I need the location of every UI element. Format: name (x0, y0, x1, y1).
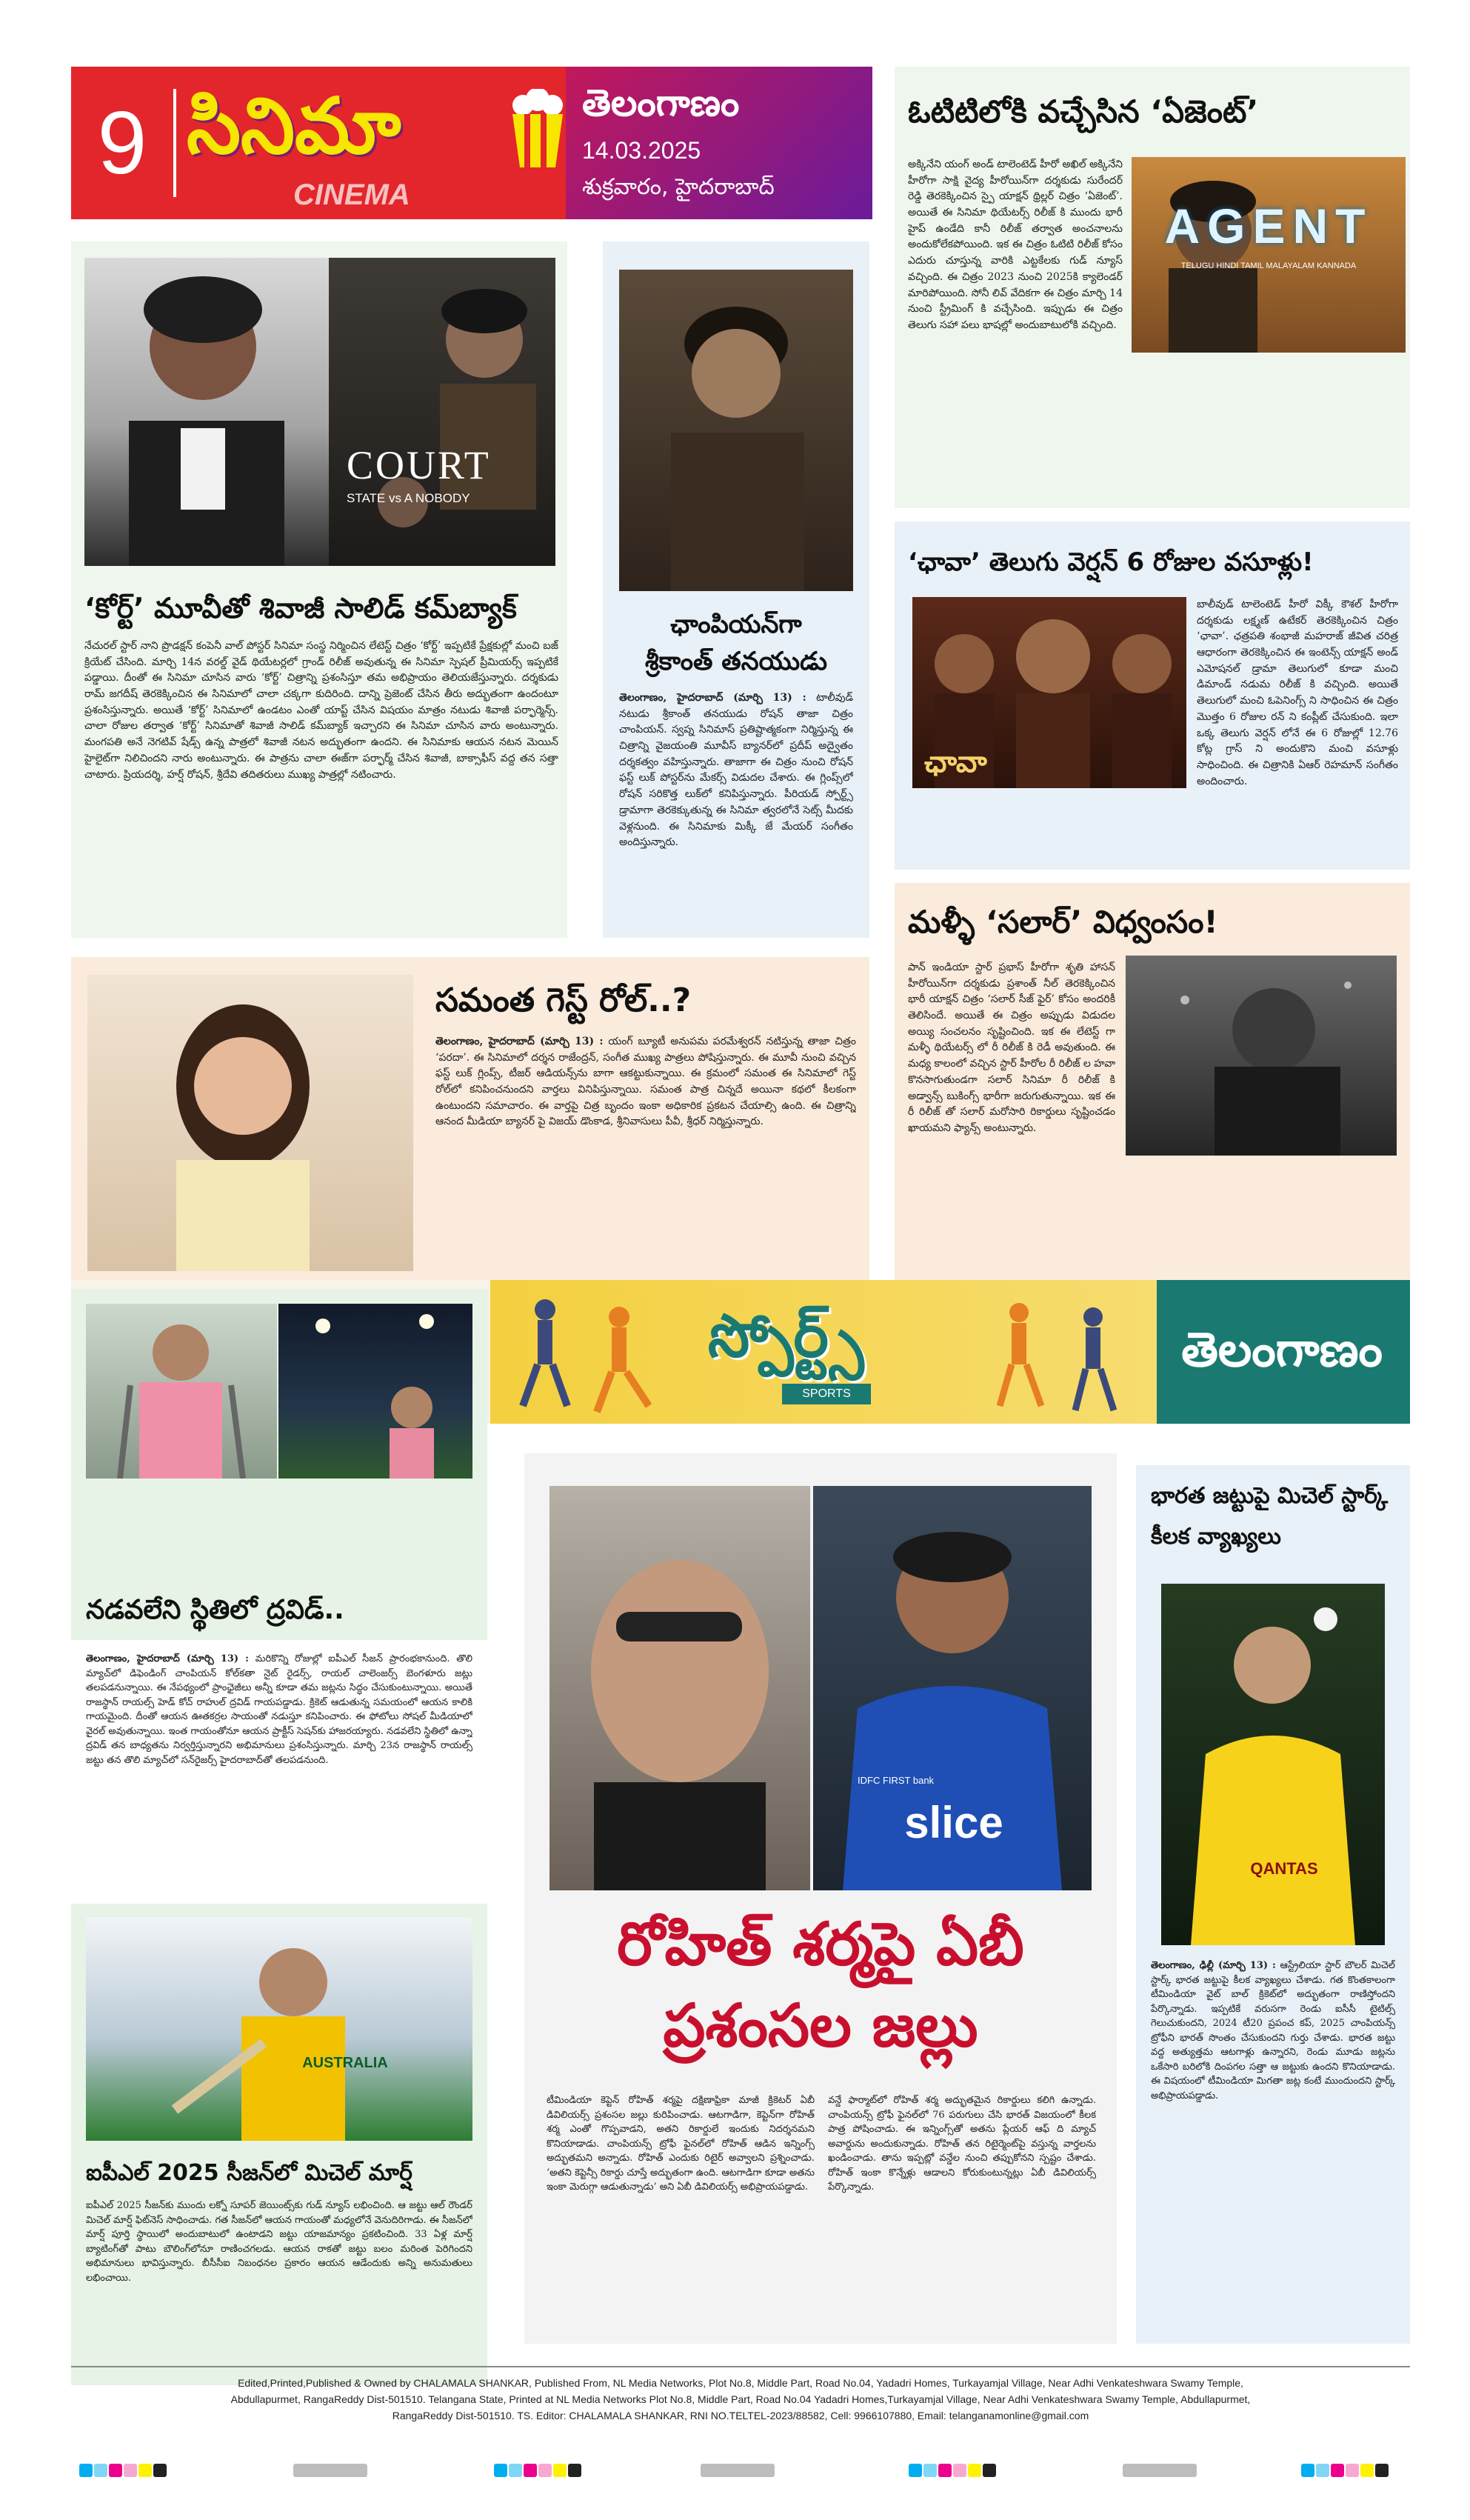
champion-story (603, 241, 869, 938)
agent-poster-title: AGENT (1164, 199, 1373, 253)
samantha-body-wrap (435, 1034, 856, 1279)
salaar-body: పాన్ ఇండియా స్టార్ ప్రభాస్ హీరోగా శృతి హాసన్ హీరోయిన్‌గా దర్శకుడు ప్రశాంత్ నీల్ తెరకెక్కించిన భారీ యాక్షన్ చిత్రం ‘సలార్ సీజ్ ఫైర్’ కోసం అందరికీ తెలిసిందే. అయితే ఈ చిత్రం అప్పుడు విడుదల అయ్యి సంచలనం సృష్టించింది. ఇక ఈ లేటెస్ట్ గా మళ్ళీ థియేటర్స్ లో రీ రిలీజ్ కి రెడీ అవుతుంది. ఈ మధ్య కాలంలో వచ్చిన స్టార్ హీరోల రీ రిలీజ్ ల హవా కొనసాగుతుండగా సలార్ సినిమా రీ రిలీజ్ కి అడ్వాన్స్ బుకింగ్స్ భారీగా జరుగుతున్నాయి. ఇక ఈ రీ రిలీజ్ తో సలార్ మరోసారి రికార్డులు సృష్టించడం ఖాయమని ఫ్యాన్స్ అంటున్నారు. (908, 961, 1115, 1134)
agent-poster-languages: TELUGU HINDI TAMIL MALAYALAM KANNADA (1180, 261, 1357, 270)
popcorn-icon (508, 89, 567, 170)
dravid-body-wrap (86, 1652, 472, 1896)
agent-headline: ఓటిటిలోకి వచ్చేసిన ‘ఏజెంట్’ (908, 93, 1259, 130)
marsh-body: ఐపీఎల్ 2025 సీజన్‌కు ముందు లక్నో సూపర్ జెయింట్స్‌కు గుడ్ న్యూస్ లభించింది. ఆ జట్టు ఆల్ రౌండర్ మిచెల్ మార్ష్ ఫిట్‌నెస్ సాధించాడు. గత సీజన్‌లో ఆయన గాయంతో మధ్యలోనే వెనుదిరిగాడు. ఈ సీజన్‌లో మార్ష్ పూర్తి స్థాయిలో అందుబాటులో ఉంటాడని జట్టు యాజమాన్యం ప్రకటించింది. 33 ఏళ్ల మార్ష్ బ్యాటింగ్‌తో పాటు బౌలింగ్‌లోనూ రాణించగలడు. ఆయన రాకతో జట్టు బలం మరింత పెరిగిందని అభిమానులు భావిస్తున్నారు. బీసీసీఐ నిబంధనల ప్రకారం ఆయన ఆడేందుకు అన్ని అనుమతులు లభించాయి. (86, 2200, 472, 2284)
rohit-headline-line2: ప్రశంసల జల్లు (663, 1991, 978, 2060)
champion-dateline: తెలంగాణం, హైదరాబాద్ (మార్చి 13) : (619, 692, 806, 704)
footer-imprint-line3: RangaReddy Dist-501510. TS. Editor: CHALAMALA SHANKAR, RNI NO.TELTEL-2023/88582, Cell: 9966107880, Email: telanganamonline@gmail.com (392, 2410, 1089, 2421)
registration-grey-2 (701, 2464, 775, 2477)
rohit-headline-line1: రోహిత్ శర్మపై ఏబీ (617, 1910, 1024, 1979)
salaar-story (895, 883, 1410, 1290)
marsh-photo (86, 1917, 472, 2141)
court-poster (329, 258, 555, 566)
dravid-dateline: తెలంగాణం, హైదరాబాద్ (మార్చి 13) : (86, 1653, 249, 1664)
registration-block-1 (78, 2464, 182, 2477)
starc-body: ఆస్ట్రేలియా స్టార్ బౌలర్ మిచెల్ స్టార్క్ భారత జట్టుపై కీలక వ్యాఖ్యలు చేశాడు. గత కొంతకాలంగా టీమిండియా వైట్ బాల్ క్రికెట్‌లో అద్భుతంగా రాణిస్తోందని పేర్కొన్నాడు. ఇప్పటికే వరుసగా రెండు ఐసీసీ టైటిల్స్ గెలుచుకుందని, 2024 టీ20 ప్రపంచ కప్, 2025 చాంపియన్స్ ట్రోఫీని భారత్ సొంతం చేసుకుందని గుర్తు చేశాడు. భారత జట్టు వద్ద అత్యుత్తమ ఆటగాళ్లు ఉన్నారని, రెండు మూడు జట్లను ఒకేసారి బరిలోకి దింపగల సత్తా ఆ జట్టుకు ఉందని కొనియాడాడు. ఈ విషయంలో టీమిండియా మిగతా జట్ల కంటే ముందుందని స్టార్క్ అభిప్రాయపడ్డాడు. (1151, 1960, 1395, 2101)
starc-jersey-text: QANTAS (1250, 1859, 1318, 1878)
court-poster-title: COURT (347, 443, 491, 487)
sports-players-icon (975, 1295, 1137, 1413)
court-headline: ‘కోర్ట్’ మూవీతో శివాజీ సాలిడ్ కమ్‌బ్యాక్ (84, 592, 517, 624)
champion-headline-line1: ఛాంపియన్‌గా (670, 610, 802, 639)
footer-imprint (71, 2375, 1410, 2434)
chhaava-body: బాలీవుడ్ టాలెంటెడ్ హీరో విక్కీ కౌశల్ హీరోగా దర్శకుడు లక్ష్మణ్ ఉటేకర్ తెరకెక్కించిన చిత్రం ‘ఛావా’. ఛత్రపతి శంభాజీ మహరాజ్ జీవిత చరిత్ర ఆధారంగా తెరకెక్కించిన ఈ ఇంటెన్స్ యాక్షన్ అండ్ ఎమోషనల్ డ్రామా తెలుగులో కూడా మంచి డిమాండ్ నడుమ రిలీజ్ కి వచ్చింది. అయితే తెలుగులో మంచి ఓపెనింగ్స్ ని సాధించిన ఈ చిత్రం మొత్తం 6 రోజుల రన్ ని కంప్లీట్ చేసుకుంది. ఇలా ఒక్క తెలుగు వెర్షన్ లోనే ఈ 6 రోజుల్లో 12.76 కోట్ల గ్రాస్ ని అందుకొని మంచి వసూళ్లు సాధించింది. ఈ చిత్రానికి ఏఆర్ రెహమాన్ సంగీతం అందించారు. (1197, 599, 1398, 787)
court-body: నేచురల్ స్టార్ నాని ప్రొడక్షన్ కంపెనీ వాల్ పోస్టర్ సినిమా సంస్థ నిర్మించిన లేటెస్ట్ చిత్రం ‘కోర్ట్’ ఇప్పటికే ప్రేక్షకుల్లో మంచి బజ్ క్రియేట్ చేసింది. మార్చి 14న వరల్డ్ వైడ్ థియేటర్లలో గ్రాండ్ రిలీజ్ అవుతున్న ఈ సినిమా స్పెషల్ ప్రీమియర్స్ ఇప్పటికే పడ్డాయి. దీంతో ఈ సినిమా చూసిన వారు ‘కోర్ట్’ చిత్రాన్ని ప్రశంసిస్తూ తమ అభిప్రాయం తెలియజేస్తున్నారు. దర్శకుడు రామ్ జగదీష్ తెరకెక్కించిన ఈ సినిమాలో చాలా చక్కగా కుదిరింది. దాన్ని ప్రెజెంట్ చేసిన తీరు అద్భుతంగా ఉందంటూ ప్రశంసిస్తున్నారు. అయితే ‘కోర్ట్’ సినిమాలో ఉండటం ఎంతో యాప్ట్ చేసిన విషయం మాత్రం నటుడు శివాజీ పర్ఫార్మెన్స్. చాలా రోజుల తర్వాత ‘కోర్ట్’ సినిమాతో శివాజీ సాలిడ్ కమ్‌బ్యాక్ ఇచ్చారని ఈ సినిమా చూసిన వారు అంటున్నారు. మంగపతి అనే నెగటివ్ షేడ్స్ ఉన్న పాత్రలో శివాజీ నటన అద్భుతంగా ఉందని. ఈ సినిమాకు ఆయన నటన మెయిన్ హైలైట్‌గా నిలిచిందని నారు అంటున్నారు. ఈ పాత్రను చాలా ఈజ్‌గా పర్ఫార్మ్ చేసిన శివాజీ, బాక్సాఫీస్ వద్ద తన సత్తా చాటారు. ప్రియదర్శి, హర్ష్ రోషన్, శ్రీదేవి తదితరులు ముఖ్య పాత్రల్లో నటించారు. (84, 640, 558, 781)
starc-photo (1161, 1584, 1385, 1945)
sports-subtitle: SPORTS (782, 1384, 871, 1404)
starc-body-wrap (1151, 1959, 1395, 2332)
agent-story (895, 67, 1410, 508)
sports-athletes-icon (508, 1287, 671, 1416)
court-poster-subtitle: STATE vs A NOBODY (347, 491, 470, 505)
champion-body-wrap (619, 690, 853, 920)
page-number: 9 (97, 93, 147, 193)
dravid-photo (86, 1304, 277, 1479)
paper-name: తెలంగాణం (582, 81, 740, 124)
agent-body: అక్కినేని యంగ్ అండ్ టాలెంటెడ్ హీరో అఖిల్ అక్కినేని హీరోగా సాక్షి వైద్య హీరోయిన్‌గా దర్శకుడు సురేందర్ రెడ్డి తెరకెక్కించిన స్పై యాక్షన్ థ్రిల్లర్ చిత్రం ‘ఏజెంట్’. అయితే ఈ సినిమా థియేటర్స్ రిలీజ్ కి ముందు భారీ హైప్ ఉండేది కానీ రిలీజ్ తర్వాత అంచనాలను అందుకోలేకపోయింది. ఇక ఈ చిత్రం ఓటిటి రిలీజ్ కోసం ఎదురు చూస్తున్న వారికి ఎట్టకేలకు గుడ్ న్యూస్ వచ్చింది. ఈ చిత్రం 2023 నుంచి 2025కి క్యాలెండర్ మారిపోయింది. సోనీ లివ్ వేదికగా ఈ చిత్రం మార్చి 14 నుంచి స్ట్రీమింగ్ కి వచ్చేసింది. ఇప్పుడు ఈ చిత్రం తెలుగు సహా పలు భాషల్లో అందుబాటులోకి వచ్చింది. (908, 159, 1123, 331)
marsh-jersey-text: AUSTRALIA (302, 2055, 388, 2071)
stadium-photo (278, 1304, 472, 1479)
dravid-headline: నడవలేని స్థితిలో ద్రవిడ్.. (86, 1595, 344, 1625)
masthead-divider (173, 89, 176, 197)
registration-block-4 (1300, 2464, 1404, 2477)
dravid-story (71, 1289, 487, 1640)
starc-story (1136, 1465, 1410, 2344)
rohit-story (524, 1453, 1117, 2344)
sivaji-photo (84, 258, 329, 566)
starc-headline: భారత జట్టుపై మిచెల్ స్టార్క్ కీలక వ్యాఖ్యలు (1151, 1483, 1389, 1550)
rohit-jersey-badge: IDFC FIRST bank (858, 1775, 935, 1786)
footer-rule (71, 2366, 1410, 2367)
samantha-dateline: తెలంగాణం, హైదరాబాద్ (మార్చి 13) : (435, 1036, 604, 1047)
marsh-headline: ఐపీఎల్ 2025 సీజన్‌లో మిచెల్ మార్ష్ (86, 2160, 412, 2186)
chhaava-poster-title: ఛావా (924, 745, 987, 779)
registration-block-2 (493, 2464, 597, 2477)
champion-headline-line2: శ్రీకాంత్ తనయుడు (644, 647, 828, 676)
registration-marks (71, 2459, 1410, 2481)
prabhas-photo (1126, 956, 1397, 1156)
masthead-date: 14.03.2025 (582, 137, 701, 164)
section-subtitle: CINEMA (293, 179, 410, 211)
rohit-body-col1: టీమిండియా కెప్టెన్ రోహిత్ శర్మపై దక్షిణాఫ్రికా మాజీ క్రికెటర్ ఏబీ డివిలియర్స్ ప్రశంసల జల్లు కురిపించాడు. ఆటగాడిగా, కెప్టెన్‌గా రోహిత్ శర్మ ఎంతో గొప్పవాడని, అతని రికార్డులే ఇందుకు నిదర్శనమని కొనియాడాడు. చాంపియన్స్ ట్రోఫీ ఫైనల్‌లో రోహిత్ ఆడిన ఇన్నింగ్స్ అద్భుతమని అన్నాడు. రోహిత్ ఎందుకు రిటైర్ అవ్వాలని ప్రశ్నించాడు. ‘అతని కెప్టెన్సీ రికార్డు చూస్తే అద్భుతంగా ఉంది. ఆటగాడిగా కూడా అతను ఇంకా మెరుగ్గా ఆడుతున్నాడు’ అని ఏబీ డివిలియర్స్ అభిప్రాయపడ్డాడు. (547, 2095, 815, 2193)
footer-imprint-line2: Abdullapurmet, RangaReddy Dist-501510. Telangana State, Printed at NL Media Networks Plot No.8, Middle Part, Road No.04 Yadadri Homes,Turkayamjal Village, Near Adhi Venkateshwara Swamy Temple, Abdullapurmet, (230, 2393, 1251, 2405)
salaar-headline: మళ్ళీ ‘సలార్’ విధ్వంసం! (908, 904, 1218, 940)
chhaava-story (895, 521, 1410, 870)
abd-photo (549, 1486, 810, 1890)
starc-dateline: తెలంగాణం, ఢిల్లీ (మార్చి 13) : (1151, 1960, 1276, 1971)
agent-poster (1132, 157, 1406, 353)
cinema-masthead (71, 67, 872, 219)
footer-imprint-line1: Edited,Printed,Published & Owned by CHALAMALA SHANKAR, Published From, NL Media Networks, Plot No.8, Middle Part, Road No.04, Yadadri Homes, Turkayamjal Village, Near Adhi Venkateshwara Swamy Temple, (238, 2377, 1243, 2389)
sports-title: స్పోర్ట్స్ (708, 1301, 864, 1370)
champion-body: టాలీవుడ్ నటుడు శ్రీకాంత్ తనయుడు రోషన్ తాజా చిత్రం చాంపియన్. స్వప్న సినిమాస్ ప్రతిష్టాత్మకంగా నిర్మిస్తున్న ఈ చిత్రాన్ని వైజయంతి మూవీస్ బ్యానర్‌లో ప్రదీప్ అద్వైతం దర్శకత్వం వహిస్తున్నారు. తాజాగా ఈ చిత్రం నుంచి రోషన్ ఫస్ట్ లుక్ పోస్టర్‌ను మేకర్స్ విడుదల చేశారు. ఈ గ్లింప్స్‌లో రోషన్ సరికొత్త లుక్‌లో కనిపిస్తున్నారు. పీరియడ్ స్పోర్ట్స్ డ్రామాగా తెరకెక్కుతున్న ఈ సినిమా త్వరలోనే సెట్స్ మీదకు వెళ్లనుంది. ఈ సినిమాకు మిక్కీ జే మేయర్ సంగీతం అందిస్తున్నారు. (619, 692, 853, 849)
section-title: సినిమా (187, 81, 401, 171)
rohit-jersey-sponsor: slice (904, 1798, 1003, 1847)
roshan-photo (619, 270, 853, 591)
samantha-body: యంగ్ బ్యూటీ అనుపమ పరమేశ్వరన్ నటిస్తున్న తాజా చిత్రం ‘పరదా’. ఈ సినిమాలో దర్శన రాజేంద్రన్, సంగీత ముఖ్య పాత్రలు పోషిస్తున్నారు. ఈ మూవీ నుంచి వచ్చిన ఫస్ట్ లుక్ గ్లింప్స్, టీజర్ ఆడియన్స్‌ను బాగా ఆకట్టుకున్నాయి. ఈ క్రమంలో సమంత ఈ సినిమాలో గెస్ట్ రోల్‌లో కనిపించనుందని వార్తలు వినిపిస్తున్నాయి. సమంత పాత్ర చిన్నదే అయినా కథలో కీలకంగా ఉంటుందని సమాచారం. ఈ వార్తపై చిత్ర బృందం ఇంకా అధికారిక ప్రకటన చేయాల్సి ఉంది. ఈ చిత్రాన్ని ఆనంద మీడియా బ్యానర్ పై విజయ్ డొంకాడ, శ్రీనివాసులు పీవీ, శ్రీధర్ నిర్మిస్తున్నారు. (435, 1036, 856, 1128)
registration-grey-1 (293, 2464, 367, 2477)
samantha-photo (87, 975, 413, 1271)
rohit-body-col2: వన్డే ఫార్మాట్‌లో రోహిత్ శర్మ అద్భుతమైన రికార్డులు కలిగి ఉన్నాడు. చాంపియన్స్ ట్రోఫీ ఫైనల్‌లో 76 పరుగులు చేసి భారత్ విజయంలో కీలక పాత్ర పోషించాడు. ఈ ఇన్నింగ్స్‌తో అతను ప్లేయర్ ఆఫ్ ది మ్యాచ్ అవార్డును అందుకున్నాడు. రోహిత్ తన రిటైర్మెంట్‌పై వస్తున్న వార్తలను ఖండించాడు. తాను ఇప్పట్లో వన్డేల నుంచి తప్పుకోనని స్పష్టం చేశాడు. రోహిత్ ఇంకా కొన్నేళ్లు ఆడాలని కోరుకుంటున్నట్లు ఏబీ డివిలియర్స్ పేర్కొన్నాడు. (828, 2095, 1096, 2193)
court-story (71, 241, 567, 938)
registration-grey-3 (1123, 2464, 1197, 2477)
marsh-story (71, 1904, 487, 2385)
registration-block-3 (908, 2464, 1012, 2477)
samantha-headline: సమంత గెస్ట్ రోల్..? (435, 981, 692, 1019)
dravid-body: మరికొన్ని రోజుల్లో ఐపీఎల్ సీజన్ ప్రారంభకానుంది. తొలి మ్యాచ్‌లో డిఫెండింగ్ చాంపియన్ కోల్‌కతా నైట్ రైడర్స్, రాయల్ చాలెంజర్స్ బెంగళూరు జట్లు తలపడనున్నాయి. ఈ నేపథ్యంలో ప్రాంఛైజీలు అన్నీ కూడా తమ జట్లను సిద్ధం చేసుకుంటున్నాయి. అయితే రాజస్థాన్ రాయల్స్ హెడ్ కోచ్ రాహుల్ ద్రవిడ్ గాయపడ్డాడు. క్రికెట్ ఆడుతున్న సమయంలో ఆయన కాలికి గాయమైంది. దీంతో ఆయన ఊతకర్రల సాయంతో నడుస్తూ కనిపించారు. ఈ ఫోటోలు సోషల్ మీడియాలో వైరల్ అవుతున్నాయి. ఇంత గాయంతోనూ ఆయన ప్రాక్టీస్ సెషన్‌కు హాజరయ్యారు. నడవలేని స్థితిలో ఉన్నా ద్రవిడ్ తన బాధ్యతను నిర్వర్తిస్తున్నారని అభిమానులు ప్రశంసిస్తున్నారు. మార్చి 23న రాజస్థాన్ రాయల్స్ జట్టు తన తొలి మ్యాచ్‌లో సన్‌రైజర్స్ హైదరాబాద్‌తో తలపడనుంది. (86, 1653, 472, 1766)
chhaava-headline: ‘ఛావా’ తెలుగు వెర్షన్ 6 రోజుల వసూళ్లు! (908, 547, 1314, 577)
samantha-story (71, 957, 869, 1290)
sports-paper-name: తెలంగాణం (1181, 1323, 1383, 1378)
masthead-day-place: శుక్రవారం, హైదరాబాద్ (582, 174, 775, 200)
